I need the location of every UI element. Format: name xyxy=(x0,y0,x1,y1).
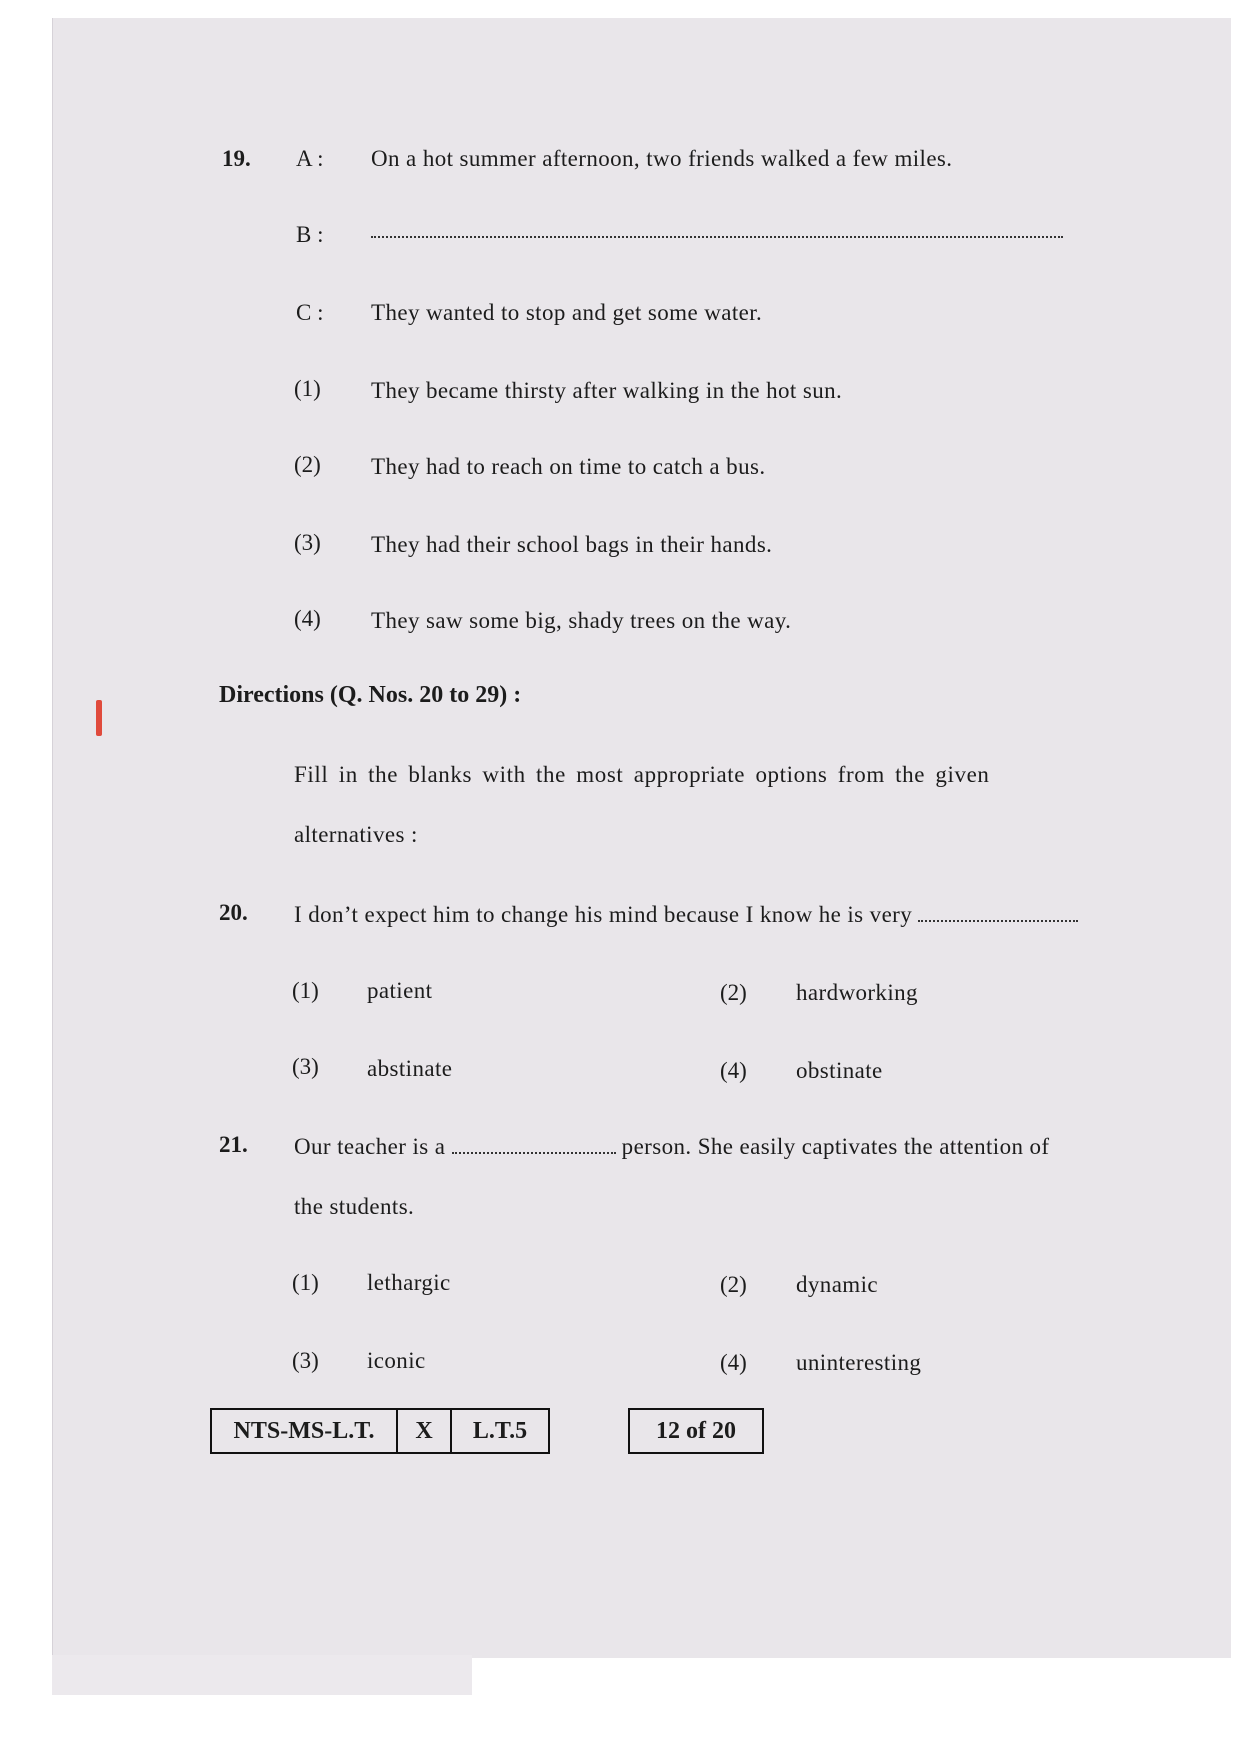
option-text[interactable]: They saw some big, shady trees on the way. xyxy=(371,608,792,633)
statement-a-label: A : xyxy=(296,146,324,171)
question-stem: I don’t expect him to change his mind because I know he is very xyxy=(294,902,913,927)
option-number: (4) xyxy=(720,1350,747,1375)
option-number: (1) xyxy=(292,1270,319,1295)
option-number: (1) xyxy=(294,376,321,401)
option-text[interactable]: lethargic xyxy=(367,1270,451,1295)
option-text[interactable]: abstinate xyxy=(367,1056,453,1081)
option-number: (2) xyxy=(720,980,747,1005)
option-number: (3) xyxy=(294,530,321,555)
statement-b-label: B : xyxy=(296,222,324,247)
option-text[interactable]: patient xyxy=(367,978,433,1003)
question-stem: Our teacher is a xyxy=(294,1134,446,1159)
option-text[interactable]: They had their school bags in their hands. xyxy=(371,532,773,557)
blank-line xyxy=(918,916,1078,922)
option-text[interactable]: dynamic xyxy=(796,1272,878,1297)
question-number: 19. xyxy=(222,146,251,171)
option-text[interactable]: obstinate xyxy=(796,1058,883,1083)
option-number: (2) xyxy=(720,1272,747,1297)
paper-code-box xyxy=(210,1408,550,1454)
option-text[interactable]: They became thirsty after walking in the hot sun. xyxy=(371,378,843,403)
class-code: X xyxy=(398,1410,452,1452)
blank-line xyxy=(371,236,1063,238)
blank-line xyxy=(452,1148,616,1154)
series-code: L.T.5 xyxy=(472,1417,528,1444)
statement-c-label: C : xyxy=(296,300,324,325)
red-ink-mark xyxy=(96,700,102,736)
directions-heading: Directions (Q. Nos. 20 to 29) : xyxy=(219,682,522,708)
question-text: the students. xyxy=(294,1194,415,1219)
option-number: (4) xyxy=(294,606,321,631)
option-text[interactable]: iconic xyxy=(367,1348,426,1373)
statement-a-text: On a hot summer afternoon, two friends walked a few miles. xyxy=(371,146,953,171)
option-text[interactable]: uninteresting xyxy=(796,1350,922,1375)
question-stem: person. She easily captivates the attention of xyxy=(621,1134,1050,1159)
option-number: (2) xyxy=(294,452,321,477)
question-text xyxy=(294,902,1078,928)
option-number: (1) xyxy=(292,978,319,1003)
paper-sheet-edge xyxy=(52,1655,472,1695)
question-number: 21. xyxy=(219,1132,248,1157)
directions-text: alternatives : xyxy=(294,822,418,847)
option-number: (3) xyxy=(292,1348,319,1373)
question-text xyxy=(294,1134,1049,1160)
statement-c-text: They wanted to stop and get some water. xyxy=(371,300,763,325)
option-number: (4) xyxy=(720,1058,747,1083)
paper-code: NTS-MS-L.T. xyxy=(212,1410,398,1452)
option-text[interactable]: hardworking xyxy=(796,980,918,1005)
page-number: 12 of 20 xyxy=(628,1408,764,1454)
question-number: 20. xyxy=(219,900,248,925)
option-text[interactable]: They had to reach on time to catch a bus. xyxy=(371,454,766,479)
option-number: (3) xyxy=(292,1054,319,1079)
directions-text: Fill in the blanks with the most appropriate options from the given xyxy=(294,762,990,787)
